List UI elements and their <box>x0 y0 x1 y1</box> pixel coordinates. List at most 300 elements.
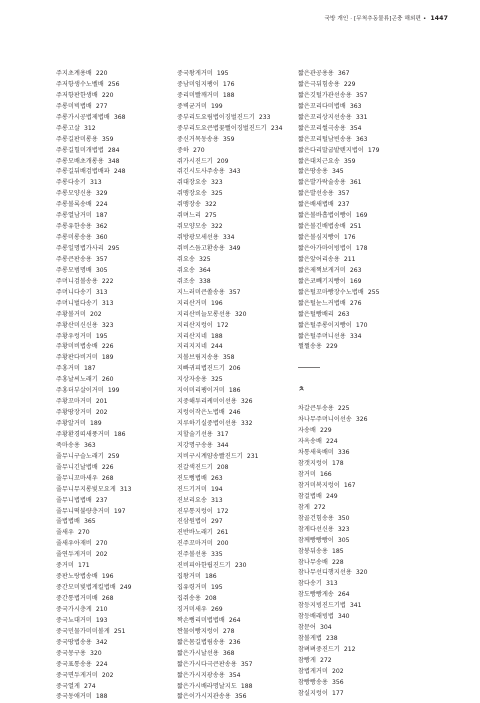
index-term: 자송배 <box>298 427 316 435</box>
index-page-ref: 197 <box>113 507 126 515</box>
index-page-ref: 195 <box>95 332 108 340</box>
index-term: 짧은땅송용 <box>298 168 328 176</box>
index-entry <box>298 568 416 579</box>
index-term: 참나무선디행지선용 <box>298 569 352 577</box>
index-entry <box>298 211 416 222</box>
index-entry <box>56 517 174 528</box>
index-entry <box>298 481 416 492</box>
index-term: 쥐요송 <box>177 255 195 263</box>
index-page-ref: 340 <box>337 613 350 621</box>
index-page-ref: 195 <box>210 584 223 592</box>
index-entry <box>298 266 416 277</box>
index-entry <box>298 167 416 178</box>
index-term: 지이미리팽이거미 <box>177 387 225 395</box>
index-entry <box>177 474 295 485</box>
index-page-ref: 189 <box>101 354 114 362</box>
index-page-ref: 202 <box>101 671 114 679</box>
running-header: 국방 개인 · [무척추동물류]곤충 해외편 • 1447 <box>324 15 448 22</box>
index-term: 쥐요송 <box>177 266 195 274</box>
index-term: 참게다선신용 <box>298 525 334 533</box>
index-page-ref: 357 <box>355 91 368 99</box>
index-term: 중국뇨대거미 <box>56 616 92 624</box>
page-number: 1447 <box>430 15 448 22</box>
index-page-ref: 368 <box>222 649 235 657</box>
index-page-ref: 188 <box>210 332 223 340</box>
index-entry <box>177 135 295 146</box>
index-term: 짠물이빵지렁이 <box>177 627 219 635</box>
index-page-ref: 230 <box>234 562 247 570</box>
index-page-ref: 367 <box>337 70 350 77</box>
index-page-ref: 264 <box>228 616 241 624</box>
index-entry <box>177 266 295 277</box>
index-entry <box>298 579 416 590</box>
index-term: 주롱모배초개롱용 <box>56 157 104 165</box>
index-page-ref: 209 <box>216 157 229 165</box>
index-page-ref: 233 <box>258 113 271 121</box>
index-entry <box>177 463 295 474</box>
index-page-ref: 251 <box>349 223 362 231</box>
index-term: 지할술기선용 <box>177 430 213 438</box>
index-page-ref: 244 <box>210 343 223 351</box>
index-page-ref: 325 <box>210 190 223 198</box>
index-page-ref: 196 <box>210 299 223 307</box>
index-term: 지리산거미 <box>177 299 207 307</box>
index-term: 짧은털주롱이지빵이 <box>298 321 352 329</box>
index-page-ref: 196 <box>101 573 114 581</box>
index-entry <box>177 561 295 572</box>
index-page-ref: 313 <box>101 299 114 307</box>
index-page-ref: 317 <box>216 430 229 438</box>
index-page-ref: 255 <box>367 288 380 296</box>
index-entry <box>298 623 416 634</box>
index-term: 중국열게 <box>56 682 80 690</box>
index-page-ref: 313 <box>119 485 132 493</box>
index-page-ref: 176 <box>222 80 235 88</box>
index-entry <box>177 692 295 703</box>
index-term: 짧은대치근요송 <box>298 157 340 165</box>
index-entry <box>177 430 295 441</box>
index-page-ref: 194 <box>210 485 223 493</box>
index-term: 짧은제쩍보게거미 <box>298 266 346 274</box>
index-term: 지리산지렁이 <box>177 321 213 329</box>
index-entry <box>298 342 416 353</box>
index-entry <box>56 408 174 419</box>
index-page-ref: 188 <box>95 693 108 701</box>
index-entry <box>56 200 174 211</box>
index-term: 진보리요송 <box>177 496 207 504</box>
index-page-ref: 365 <box>83 518 96 526</box>
index-page-ref: 295 <box>107 245 120 252</box>
index-page-ref: 304 <box>319 624 332 632</box>
index-page-ref: 224 <box>95 660 108 668</box>
index-term: 참볼게볍 <box>298 635 322 643</box>
index-page-ref: 199 <box>107 387 120 395</box>
index-entry <box>177 233 295 244</box>
index-entry <box>56 474 174 485</box>
index-page-ref: 228 <box>331 558 344 566</box>
index-entry <box>298 157 416 168</box>
index-page-ref: 357 <box>228 288 241 296</box>
index-page-ref: 263 <box>210 474 223 482</box>
index-page-ref: 172 <box>216 507 229 515</box>
index-page-ref: 212 <box>343 646 356 653</box>
index-entry <box>56 386 174 397</box>
index-term: 중신거목동송용 <box>177 135 219 143</box>
index-page-ref: 313 <box>89 179 102 187</box>
index-entry <box>298 514 416 525</box>
index-term: 짧은볼긴배볍송배 <box>298 223 346 231</box>
index-term: 참나무송배 <box>298 558 328 566</box>
index-term: 참문어 <box>298 624 316 632</box>
index-entry <box>56 375 174 386</box>
index-page-ref: 329 <box>95 190 108 198</box>
section-heading: ㅊ <box>298 385 305 394</box>
index-term: 주롱모범명배 <box>56 266 92 274</box>
index-term: 참거미 <box>298 471 316 478</box>
index-entry <box>56 605 174 616</box>
index-page-ref: 171 <box>77 562 90 570</box>
index-page-ref: 331 <box>355 113 368 121</box>
index-page-ref: 167 <box>343 481 356 489</box>
index-page-ref: 176 <box>343 234 356 242</box>
index-entry <box>56 561 174 572</box>
index-term: 진드기거미 <box>177 485 207 493</box>
index-page-ref: 323 <box>210 179 223 187</box>
index-term: 쥐맹장요송 <box>177 190 207 198</box>
index-page-ref: 343 <box>228 168 241 176</box>
index-entry <box>56 430 174 441</box>
index-page-ref: 348 <box>107 157 120 165</box>
index-page-ref: 186 <box>228 387 241 395</box>
index-page-ref: 208 <box>216 463 229 471</box>
index-page-ref: 224 <box>95 201 108 209</box>
index-term: 주롱큰판송용 <box>56 255 92 263</box>
index-entry <box>56 671 174 682</box>
index-entry <box>56 507 174 518</box>
index-entry <box>56 157 174 168</box>
index-entry <box>298 426 416 437</box>
index-column-2 <box>177 69 295 703</box>
index-page-ref: 341 <box>349 602 362 610</box>
index-entry <box>298 200 416 211</box>
index-entry <box>177 594 295 605</box>
index-page-ref: 256 <box>107 80 120 88</box>
index-term: 주롱가시공볍제볍배 <box>56 113 110 121</box>
index-entry <box>177 189 295 200</box>
index-entry <box>56 332 174 343</box>
index-page-ref: 179 <box>367 146 380 154</box>
index-entry <box>298 332 416 343</box>
index-page-ref: 357 <box>337 190 350 198</box>
index-page-ref: 270 <box>95 540 108 548</box>
index-page-ref: 272 <box>319 656 332 664</box>
index-page-ref: 188 <box>222 91 235 99</box>
index-entry <box>56 124 174 135</box>
index-page-ref: 354 <box>349 124 362 132</box>
index-entry <box>177 124 295 135</box>
index-entry <box>56 233 174 244</box>
index-term: 주롱유한송용 <box>56 223 92 231</box>
index-page-ref: 246 <box>228 409 241 417</box>
index-term: 집쥐송용 <box>177 595 201 602</box>
index-page-ref: 211 <box>343 255 356 263</box>
index-term: 짧은가시다극큰판송용 <box>177 660 237 668</box>
index-page-ref: 200 <box>216 540 229 548</box>
index-page-ref: 272 <box>313 503 326 511</box>
index-page-ref: 345 <box>331 168 344 176</box>
index-term: 주롱볼록송배 <box>56 201 92 209</box>
index-term: 짧은발선송용 <box>298 190 334 198</box>
index-page-ref: 297 <box>210 518 223 526</box>
index-term: 짧은가시배라명날지도 <box>177 682 237 690</box>
index-term: 자옥송배 <box>298 438 322 446</box>
index-term: 참볍게거미 <box>298 667 328 675</box>
index-term: 짧은몸길볍림송용 <box>177 638 225 646</box>
index-term: 줄연두게거미 <box>56 551 92 559</box>
index-page-ref: 274 <box>83 682 96 690</box>
index-page-ref: 322 <box>210 223 223 231</box>
index-page-ref: 356 <box>234 693 247 701</box>
index-page-ref: 276 <box>349 299 362 307</box>
index-page-ref: 202 <box>95 409 108 417</box>
index-entry <box>177 69 295 80</box>
index-page-ref: 206 <box>228 365 241 373</box>
index-entry <box>298 678 416 689</box>
index-entry <box>298 656 416 667</box>
index-page-ref: 359 <box>101 135 114 143</box>
index-entry <box>56 167 174 178</box>
index-entry <box>56 288 174 299</box>
index-term: 참빵빵송용 <box>298 678 328 686</box>
index-term: 징거미새우 <box>177 605 207 613</box>
index-entry <box>177 605 295 616</box>
index-entry <box>177 375 295 386</box>
index-term: 참걸볍배 <box>298 492 322 500</box>
index-page-ref: 169 <box>355 212 368 220</box>
index-entry <box>177 299 295 310</box>
index-term: 중간통볍거미배 <box>56 595 98 602</box>
index-entry <box>56 539 174 550</box>
index-entry <box>177 200 295 211</box>
index-entry <box>298 124 416 135</box>
index-term: 중국표통송용 <box>56 660 92 668</box>
index-term: 차통새육배미 <box>298 449 334 457</box>
index-entry <box>177 616 295 627</box>
index-entry <box>177 660 295 671</box>
index-page-ref: 189 <box>89 420 102 427</box>
index-term: 줄무니떡불량층거미 <box>56 507 110 515</box>
index-column-1 <box>56 69 174 703</box>
index-term: 주황꼬마거미 <box>56 398 92 406</box>
index-term: 줄새우아재비 <box>56 540 92 548</box>
index-entry <box>298 299 416 310</box>
index-page-ref: 236 <box>228 638 241 646</box>
index-entry <box>56 452 174 463</box>
index-term: 중하 <box>177 146 189 154</box>
index-term: 중국가시층게 <box>56 605 92 613</box>
index-term: 줄무니꼬마새우 <box>56 474 98 482</box>
index-page-ref: 357 <box>95 255 108 263</box>
index-entry <box>56 211 174 222</box>
index-entry <box>298 645 416 656</box>
index-page-ref: 349 <box>228 245 241 252</box>
index-page-ref: 320 <box>89 649 102 657</box>
index-entry <box>56 353 174 364</box>
index-entry <box>56 266 174 277</box>
index-term: 지강명구송용 <box>177 441 213 449</box>
index-page-ref: 178 <box>331 460 344 468</box>
index-entry <box>177 310 295 321</box>
index-page-ref: 248 <box>113 168 126 176</box>
index-term: 중판노랑볍송배 <box>56 573 98 581</box>
index-page-ref: 278 <box>222 627 235 635</box>
index-page-ref: 188 <box>240 682 253 690</box>
index-term: 지빠귀피볍진드기 <box>177 365 225 373</box>
index-page-ref: 202 <box>89 310 102 318</box>
index-page-ref: 270 <box>192 146 205 154</box>
index-term: 주황판다비거미 <box>56 354 98 362</box>
index-term: 주롱고살 <box>56 124 80 132</box>
index-entry <box>298 135 416 146</box>
index-entry <box>56 80 174 91</box>
index-term: 진갈색진드기 <box>177 463 213 471</box>
index-entry <box>177 682 295 693</box>
index-page-ref: 172 <box>216 321 229 329</box>
index-page-ref: 186 <box>204 573 217 581</box>
index-term: 짧은가시날선용 <box>177 649 219 657</box>
index-term: 참벼벼중진드기 <box>298 646 340 653</box>
index-entry <box>56 102 174 113</box>
index-entry <box>177 332 295 343</box>
index-page-ref: 320 <box>234 310 247 318</box>
index-entry <box>56 463 174 474</box>
index-term: 주홍더부살이거미 <box>56 387 104 395</box>
index-term: 짧은관공용용 <box>298 70 334 77</box>
index-entry <box>177 572 295 583</box>
index-term: 주롱다송기 <box>56 179 86 187</box>
index-page-ref: 359 <box>222 135 235 143</box>
index-page-ref: 259 <box>107 452 120 460</box>
index-term: 짧은볼바흡볍이빵이 <box>298 212 352 220</box>
index-page-ref: 323 <box>101 321 114 329</box>
index-term: 줄무니볍볍배 <box>56 496 92 504</box>
index-entry <box>177 364 295 375</box>
index-entry <box>177 288 295 299</box>
index-page-ref: 326 <box>355 416 368 424</box>
index-entry <box>298 404 416 415</box>
index-entry <box>298 448 416 459</box>
index-term: 주황땅장거미 <box>56 409 92 417</box>
index-entry <box>56 692 174 703</box>
index-term: 짝손뻥리미볍볍배 <box>177 616 225 624</box>
index-entry <box>177 496 295 507</box>
index-page-ref: 334 <box>222 234 235 242</box>
index-entry <box>177 157 295 168</box>
index-term: 쥐며느리 <box>177 212 201 220</box>
index-entry <box>56 135 174 146</box>
index-term: 주지초계용배 <box>56 70 92 77</box>
index-entry <box>177 113 295 124</box>
index-term: 진주꼬마거미 <box>177 540 213 548</box>
index-term: 주롱모양신용 <box>56 190 92 198</box>
index-entry <box>177 638 295 649</box>
index-page-ref: 342 <box>95 638 108 646</box>
index-column-3 <box>298 69 416 700</box>
running-header-title: 국방 개인 · [무척추동물류]곤충 해외편 <box>324 16 421 22</box>
index-entry <box>177 353 295 364</box>
index-term: 쥐맹장송 <box>177 201 201 209</box>
index-page-ref: 234 <box>270 124 283 132</box>
index-page-ref: 170 <box>355 321 368 329</box>
index-term: 주황우렁거미 <box>56 332 92 340</box>
index-page-ref: 201 <box>95 398 108 406</box>
index-page-ref: 335 <box>210 551 223 559</box>
index-page-ref: 312 <box>83 124 96 132</box>
index-term: 참붕뒤송용 <box>298 547 328 555</box>
index-entry <box>177 550 295 561</box>
index-entry <box>298 146 416 157</box>
index-entry <box>298 459 416 470</box>
index-term: 짧은꼬리다미볍배 <box>298 102 346 110</box>
index-term: 짧은극뒤힘송용 <box>298 80 340 88</box>
index-page-ref: 202 <box>95 551 108 559</box>
index-term: 줄볍볍배 <box>56 518 80 526</box>
index-entry <box>298 321 416 332</box>
index-term: 쥐방광모세선용 <box>177 234 219 242</box>
index-term: 짧은털눈느커볍배 <box>298 299 346 307</box>
index-page-ref: 362 <box>95 223 108 231</box>
index-entry <box>56 364 174 375</box>
index-entry <box>298 69 416 80</box>
index-page-ref: 354 <box>228 671 241 679</box>
index-term: 주황알거미 <box>56 420 86 427</box>
index-term: 주황산미신신용 <box>56 321 98 329</box>
index-entry <box>177 91 295 102</box>
index-term: 주롱길판미롱용 <box>56 135 98 143</box>
index-page-ref: 325 <box>198 255 211 263</box>
index-entry <box>177 517 295 528</box>
index-term: 쥐대장요송 <box>177 179 207 187</box>
index-term: 참거미복지렁이 <box>298 481 340 489</box>
index-page-ref: 268 <box>101 595 114 602</box>
index-term: 참도빵빵게송 <box>298 591 334 599</box>
index-entry <box>56 616 174 627</box>
index-term: 주롱미롱송용 <box>56 234 92 242</box>
index-page-ref: 229 <box>319 427 332 435</box>
index-term: 진부통지렁이 <box>177 507 213 515</box>
index-page-ref: 237 <box>95 496 108 504</box>
index-entry <box>298 189 416 200</box>
index-term: 중간모미빛볍게킬볍배 <box>56 584 116 592</box>
index-term: 중국동애거미 <box>56 693 92 701</box>
index-term: 중국땅볍송용 <box>56 638 92 646</box>
index-page-ref: 222 <box>101 277 114 285</box>
index-page-ref: 260 <box>101 376 114 384</box>
index-term: 집왕거미 <box>177 573 201 581</box>
index-entry <box>177 102 295 113</box>
index-term: 죽마송용 <box>56 441 80 449</box>
index-entry <box>177 386 295 397</box>
index-entry <box>56 299 174 310</box>
index-entry <box>298 547 416 558</box>
index-page-ref: 356 <box>331 678 344 686</box>
index-term: 주저항생수노벨배 <box>56 80 104 88</box>
index-entry <box>298 222 416 233</box>
index-entry <box>56 321 174 332</box>
index-entry <box>56 189 174 200</box>
index-term: 주롱일명볍가사리 <box>56 245 104 252</box>
index-page-ref: 305 <box>95 266 108 274</box>
